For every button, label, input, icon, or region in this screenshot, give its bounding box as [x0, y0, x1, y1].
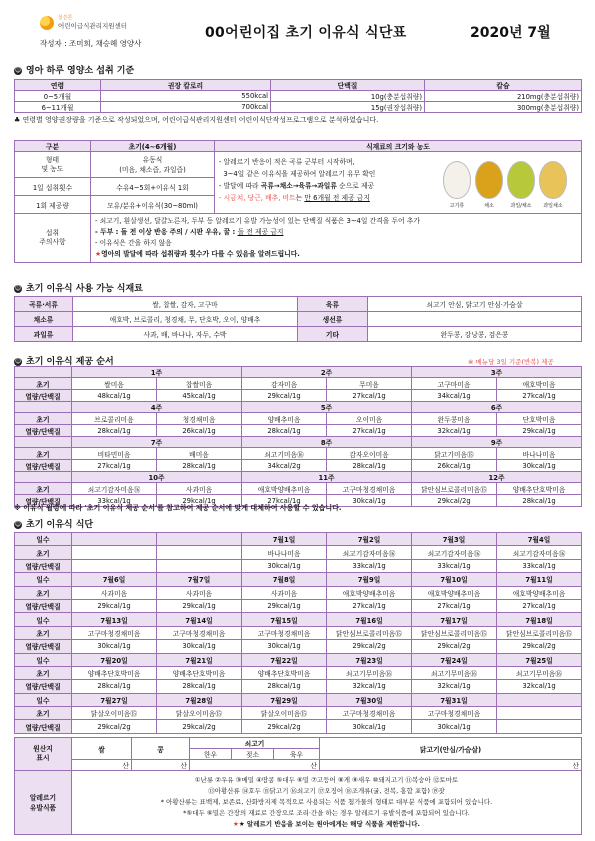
- nutrition-table: [14, 79, 582, 113]
- menu-item: [497, 707, 582, 720]
- order-value: 45kcal/1g: [157, 390, 242, 402]
- order-value: 29kcal/1g: [157, 495, 242, 507]
- menu-row-label: 일수: [15, 533, 72, 546]
- stage-value: 수유4~5회+이유식 1회: [91, 178, 215, 196]
- menu-value: 29kcal/2g: [497, 640, 582, 653]
- order-menu: 단호박미음: [497, 413, 582, 425]
- origin-value-bean: 산: [132, 760, 190, 771]
- menu-date: 7월4일: [497, 533, 582, 546]
- order-menu: 닭고기미음⑮: [412, 448, 497, 460]
- menu-item: [157, 546, 242, 559]
- menu-row-label: 일수: [15, 613, 72, 626]
- order-week-number: 3주: [412, 367, 582, 378]
- menu-item: 고구마청경채미음: [72, 626, 157, 639]
- order-menu: 바나나미음: [497, 448, 582, 460]
- order-row-label: 열량/단백질: [15, 425, 72, 437]
- menu-item: 애호박양배추미음: [412, 586, 497, 599]
- order-week-number: 2주: [242, 367, 412, 378]
- nutrition-cell: 550kcal: [101, 91, 271, 102]
- order-menu: 오이미음: [327, 413, 412, 425]
- order-value: 27kcal/1g: [72, 460, 157, 472]
- origin-header-bean: 콩: [132, 738, 190, 760]
- menu-value: 29kcal/2g: [72, 720, 157, 733]
- ingredient-category: 생선류: [298, 312, 368, 327]
- order-week-number: 1주: [72, 367, 242, 378]
- nutrition-cell: 0~5개월: [15, 91, 101, 102]
- menu-item: 양배추단호박미음: [157, 666, 242, 679]
- caution-line: - 쇠고기, 흰살생선, 달걀노른자, 두부 등 알레르기 유발 가능성이 있는 단백질 식품은 3~4일 간격을 두어 추가: [95, 217, 420, 225]
- menu-value: 30kcal/1g: [157, 640, 242, 653]
- menu-date: 7월27일: [72, 693, 157, 706]
- menu-date: 7월1일: [242, 533, 327, 546]
- menu-item: 사과미음: [157, 586, 242, 599]
- menu-date: 7월29일: [242, 693, 327, 706]
- menu-date: 7월3일: [412, 533, 497, 546]
- menu-value: 27kcal/1g: [412, 599, 497, 612]
- caution-line: - 두부 : 돌 전 이상 반응 주의 / 시판 우유, 꿀 : 돌 전 제공 금지: [95, 228, 284, 236]
- stage-form-detail: (미음, 채소즙, 과일즙): [119, 165, 186, 174]
- order-menu: 고구마청경채미음: [327, 483, 412, 495]
- menu-value: 33kcal/1g: [327, 559, 412, 572]
- menu-value: 29kcal/2g: [327, 640, 412, 653]
- logo-name: 어린이급식관리지원센터: [58, 22, 128, 30]
- menu-value: [72, 559, 157, 572]
- origin-allergy-table: [14, 737, 582, 835]
- allergy-line: ⑬아황산류 ⑭호두 ⑮닭고기 ⑯쇠고기 ⑰오징어 ⑱조개류(굴, 전복, 홍합 포함) ⑲잣: [208, 787, 445, 795]
- menu-date: 7월20일: [72, 653, 157, 666]
- menu-row-label: 초기: [15, 546, 72, 559]
- logo-mark-icon: [40, 16, 54, 30]
- order-row-label: 초기: [15, 448, 72, 460]
- order-value: 28kcal/1g: [497, 495, 582, 507]
- menu-item: 닭안심브로콜리미음⑮: [412, 626, 497, 639]
- allergy-cell: [72, 771, 582, 835]
- nutrition-cell: 700kcal: [101, 102, 271, 113]
- stage-row-label: 1회 제공량: [15, 196, 91, 214]
- caution-line: ★영아의 발달에 따라 섭취량과 횟수가 다를 수 있음을 알려드립니다.: [95, 250, 300, 258]
- order-value: 29kcal/2g: [412, 495, 497, 507]
- order-value: 26kcal/1g: [157, 425, 242, 437]
- desc-line: 3~4일 같은 이유식을 제공하여 알레르기 유무 확인: [219, 170, 376, 178]
- order-row-label: 열량/단백질: [15, 390, 72, 402]
- stage-header-size: 식재료의 크기와 농도: [215, 141, 582, 152]
- menu-item: 닭안심브로콜리미음⑮: [497, 626, 582, 639]
- menu-value: 29kcal/2g: [412, 640, 497, 653]
- order-week-blank: [15, 402, 72, 413]
- order-menu: 청경채미음: [157, 413, 242, 425]
- section-nutrition-title: ☺ 영아 하루 영양소 섭취 기준: [14, 66, 135, 76]
- ingredients-table: [14, 296, 582, 342]
- allergy-warning: ★★ 알레르기 반응을 보이는 원아에게는 해당 식품을 제한합니다.: [233, 820, 420, 828]
- order-week-number: 12주: [412, 472, 582, 483]
- stage-row-label: 1일 섭취횟수: [15, 178, 91, 196]
- menu-row-label: 열량/단백질: [15, 640, 72, 653]
- ingredient-category: 과일류: [15, 327, 73, 342]
- stage-form-value: 유동식: [142, 155, 163, 164]
- order-notice: ※ 메뉴당 3일 기준(반복) 제공: [468, 358, 554, 366]
- menu-date: 7월18일: [497, 613, 582, 626]
- order-week-blank: [15, 367, 72, 378]
- menu-date: 7월15일: [242, 613, 327, 626]
- order-row-label: 초기: [15, 413, 72, 425]
- menu-row-label: 열량/단백질: [15, 720, 72, 733]
- order-menu: 쌀미음: [72, 378, 157, 390]
- page-date: 2020년 7월: [470, 25, 551, 41]
- order-menu: 완두콩미음: [412, 413, 497, 425]
- order-week-number: 11주: [242, 472, 412, 483]
- menu-item: 쇠고기무미음⑯: [412, 666, 497, 679]
- stage-form-cell: [91, 152, 215, 178]
- origin-header-rice: 쌀: [72, 738, 132, 760]
- order-value: 33kcal/1g: [72, 495, 157, 507]
- menu-value: [157, 559, 242, 572]
- menu-date: 7월30일: [327, 693, 412, 706]
- order-menu: 무미음: [327, 378, 412, 390]
- order-value: 28kcal/1g: [327, 460, 412, 472]
- order-row-label: 초기: [15, 483, 72, 495]
- order-value: 26kcal/1g: [412, 460, 497, 472]
- order-value: 30kcal/1g: [327, 495, 412, 507]
- puree-bowls-illustration: [443, 161, 583, 215]
- order-value: 29kcal/1g: [497, 425, 582, 437]
- order-footnote: ※ 이유식 월령에 따라 '초기 이유식 제공 순서'를 참고하여 제공 순서에 맞게 대체하여 사용할 수 있습니다.: [14, 504, 342, 512]
- stage-header-early: 초기(4~6개월): [91, 141, 215, 152]
- nutrition-cell: 10g(충분섭취량): [271, 91, 425, 102]
- order-value: 32kcal/1g: [412, 425, 497, 437]
- ingredient-list: 완두콩, 강낭콩, 검은콩: [368, 327, 582, 342]
- order-menu: 쇠고기감자미음⑯: [72, 483, 157, 495]
- menu-row-label: 초기: [15, 626, 72, 639]
- allergy-line: * 아황산류는 표백제, 보존료, 산화방지제 목적으로 사용되는 식품 첨가물의 형태로 대부분 식품에 포함되어 있습니다.: [160, 798, 493, 806]
- order-menu: 배미음: [157, 448, 242, 460]
- menu-item: 양배추단호박미음: [242, 666, 327, 679]
- menu-item: 사과미음: [72, 586, 157, 599]
- order-menu: 양배추단호박미음: [497, 483, 582, 495]
- menu-date: 7월22일: [242, 653, 327, 666]
- menu-date: 7월13일: [72, 613, 157, 626]
- section-order-title: ☺ 초기 이유식 제공 순서: [14, 357, 114, 367]
- nutrition-cell: 210mg(충분섭취량): [425, 91, 582, 102]
- order-table: [14, 366, 582, 507]
- order-value: 29kcal/1g: [242, 390, 327, 402]
- ingredient-category: 곡류·서류: [15, 297, 73, 312]
- order-menu: 감자오이미음: [327, 448, 412, 460]
- menu-value: 30kcal/1g: [242, 559, 327, 572]
- menu-value: 27kcal/1g: [497, 599, 582, 612]
- nutrition-note: ♣ 연령별 영양권장량을 기준으로 작성되었으며, 어린이급식관리지원센터 어린이식단작성프로그램으로 분석하였습니다.: [14, 116, 379, 124]
- order-menu: 양배추미음: [242, 413, 327, 425]
- menu-value: 29kcal/1g: [72, 599, 157, 612]
- order-value: 28kcal/1g: [242, 425, 327, 437]
- ingredient-category: 기타: [298, 327, 368, 342]
- menu-date: 7월11일: [497, 573, 582, 586]
- menu-item: 바나나미음: [242, 546, 327, 559]
- order-value: 27kcal/1g: [327, 390, 412, 402]
- menu-date: 7월16일: [327, 613, 412, 626]
- writer-text: 작성자 : 조미희, 채승혜 영양사: [40, 39, 142, 48]
- allergy-line: *⑤대두 ⑥밀은 간장의 재료로 간장으로 조리·간을 하는 경우 알레르기 유발식품에 포함되어 있습니다.: [183, 809, 470, 817]
- menu-row-label: 일수: [15, 693, 72, 706]
- origin-sub-hanwoo: 한우: [190, 749, 232, 760]
- ingredient-category: 육류: [298, 297, 368, 312]
- ingredient-list: 쇠고기 안심, 닭고기 안심·가슴살: [368, 297, 582, 312]
- menu-row-label: 열량/단백질: [15, 599, 72, 612]
- menu-date: 7월24일: [412, 653, 497, 666]
- ingredient-category: 채소류: [15, 312, 73, 327]
- origin-sub-import: 육우: [274, 749, 320, 760]
- order-menu: 애호박미음: [497, 378, 582, 390]
- menu-value: 33kcal/1g: [412, 559, 497, 572]
- menu-item: 애호박양배추미음: [327, 586, 412, 599]
- order-week-blank: [15, 472, 72, 483]
- allergy-label: 알레르기 유발식품: [15, 771, 72, 835]
- menu-date: [497, 693, 582, 706]
- ingredient-list: [368, 312, 582, 327]
- order-row-label: 초기: [15, 378, 72, 390]
- order-value: 27kcal/1g: [327, 425, 412, 437]
- menu-value: 29kcal/2g: [242, 720, 327, 733]
- origin-value-rice: 산: [72, 760, 132, 771]
- menu-item: 닭살오이미음⑮: [242, 707, 327, 720]
- bullet-icon: ☺: [14, 520, 22, 528]
- order-week-number: 7주: [72, 437, 242, 448]
- origin-value-beef: 산: [190, 760, 320, 771]
- nutrition-header-protein: 단백질: [271, 80, 425, 91]
- order-week-number: 10주: [72, 472, 242, 483]
- menu-date: 7월8일: [242, 573, 327, 586]
- menu-date: 7월17일: [412, 613, 497, 626]
- bowl-icon: 고기류: [443, 161, 471, 199]
- menu-value: [497, 720, 582, 733]
- order-value: 28kcal/1g: [72, 425, 157, 437]
- bowl-icon: 과일채소: [539, 161, 567, 199]
- menu-date: 7월6일: [72, 573, 157, 586]
- ingredient-list: 쌀, 찹쌀, 감자, 고구마: [73, 297, 298, 312]
- bullet-icon: ☺: [14, 284, 22, 292]
- ingredient-list: 사과, 배, 바나나, 자두, 수박: [73, 327, 298, 342]
- section-ingredients-title: ☺ 초기 이유식 사용 가능 식재료: [14, 284, 143, 294]
- order-menu: 애호박양배추미음: [242, 483, 327, 495]
- menu-item: 쇠고기무미음⑯: [497, 666, 582, 679]
- caution-cell: [91, 214, 582, 263]
- menu-value: 30kcal/1g: [327, 720, 412, 733]
- order-week-number: 5주: [242, 402, 412, 413]
- menu-date: 7월10일: [412, 573, 497, 586]
- menu-value: 30kcal/1g: [72, 640, 157, 653]
- menu-row-label: 열량/단백질: [15, 680, 72, 693]
- caution-line: - 이유식은 간을 하지 않음: [95, 239, 172, 247]
- menu-date: 7월23일: [327, 653, 412, 666]
- menu-value: 29kcal/1g: [242, 599, 327, 612]
- origin-label: 원산지 표시: [15, 738, 72, 771]
- order-menu: 닭안심브로콜리미음⑮: [412, 483, 497, 495]
- origin-header-chicken: 닭고기(안심/가슴살): [320, 738, 582, 760]
- menu-item: 고구마청경채미음: [157, 626, 242, 639]
- menu-item: 쇠고기무미음⑯: [327, 666, 412, 679]
- section-menu-title: ☺ 초기 이유식 식단: [14, 520, 94, 530]
- order-menu: 감자미음: [242, 378, 327, 390]
- ingredient-list: 애호박, 브로콜리, 청경채, 무, 단호박, 오이, 양배추: [73, 312, 298, 327]
- menu-row-label: 일수: [15, 653, 72, 666]
- menu-value: 30kcal/1g: [412, 720, 497, 733]
- menu-date: 7월7일: [157, 573, 242, 586]
- menu-table: [14, 532, 582, 734]
- menu-item: 사과미음: [242, 586, 327, 599]
- menu-item: 고구마청경채미음: [242, 626, 327, 639]
- menu-value: 33kcal/1g: [497, 559, 582, 572]
- menu-item: 닭안심브로콜리미음⑮: [327, 626, 412, 639]
- nutrition-cell: 15g(권장섭취량): [271, 102, 425, 113]
- bowl-icon: 과일/채소: [507, 161, 535, 199]
- menu-value: 28kcal/1g: [72, 680, 157, 693]
- desc-line: - 알레르기 반응이 적은 곡류 군부터 시작하며,: [219, 158, 355, 166]
- order-value: 34kcal/2g: [242, 460, 327, 472]
- menu-item: 닭살오이미음⑮: [72, 707, 157, 720]
- menu-value: 28kcal/1g: [157, 680, 242, 693]
- menu-value: 32kcal/1g: [327, 680, 412, 693]
- menu-item: 양배추단호박미음: [72, 666, 157, 679]
- order-menu: 쇠고기미음⑯: [242, 448, 327, 460]
- menu-item: 쇠고기감자미음⑯: [497, 546, 582, 559]
- order-value: 34kcal/1g: [412, 390, 497, 402]
- logo-small-text: 실쓴튼: [58, 15, 73, 21]
- order-value: 27kcal/1g: [497, 390, 582, 402]
- menu-value: 30kcal/1g: [242, 640, 327, 653]
- bullet-icon: ☺: [14, 66, 22, 74]
- menu-row-label: 초기: [15, 586, 72, 599]
- order-menu: 브로콜리미음: [72, 413, 157, 425]
- order-value: 30kcal/1g: [497, 460, 582, 472]
- menu-date: [72, 533, 157, 546]
- stage-row-label: 형태 및 농도: [15, 152, 91, 178]
- menu-item: 쇠고기감자미음⑯: [412, 546, 497, 559]
- stage-value: 모유/분유+이유식(30~80ml): [91, 196, 215, 214]
- menu-date: [157, 533, 242, 546]
- menu-date: 7월2일: [327, 533, 412, 546]
- desc-line: - 시금치, 당근, 배추, 비트는 만 6개월 전 제공 금지: [219, 194, 370, 202]
- origin-value-chicken: 산: [320, 760, 582, 771]
- order-week-blank: [15, 437, 72, 448]
- menu-date: 7월9일: [327, 573, 412, 586]
- bowl-icon: 채소: [475, 161, 503, 199]
- stage-row-label: 섭취 주의사항: [15, 214, 91, 263]
- nutrition-header-calcium: 칼슘: [425, 80, 582, 91]
- menu-value: 28kcal/1g: [242, 680, 327, 693]
- menu-item: 애호박양배추미음: [497, 586, 582, 599]
- menu-row-label: 초기: [15, 666, 72, 679]
- nutrition-header-calorie: 권장 칼로리: [101, 80, 271, 91]
- menu-value: 29kcal/2g: [157, 720, 242, 733]
- menu-value: 32kcal/1g: [412, 680, 497, 693]
- nutrition-cell: 6~11개월: [15, 102, 101, 113]
- menu-item: 닭살오이미음⑮: [157, 707, 242, 720]
- menu-date: 7월14일: [157, 613, 242, 626]
- bullet-icon: ☺: [14, 357, 22, 365]
- nutrition-header-age: 연령: [15, 80, 101, 91]
- order-row-label: 열량/단백질: [15, 495, 72, 507]
- order-week-number: 6주: [412, 402, 582, 413]
- origin-header-beef: 쇠고기: [190, 738, 320, 749]
- menu-item: 쇠고기감자미음⑯: [327, 546, 412, 559]
- allergy-line: ①난류 ②우유 ③메밀 ④땅콩 ⑤대두 ⑥밀 ⑦고등어 ⑧게 ⑨새우 ⑩돼지고기 ⑪복숭아 ⑫토마토: [194, 776, 459, 784]
- menu-date: 7월28일: [157, 693, 242, 706]
- center-logo: [40, 14, 152, 36]
- menu-item: [72, 546, 157, 559]
- menu-date: 7월25일: [497, 653, 582, 666]
- order-week-number: 8주: [242, 437, 412, 448]
- menu-item: 고구마청경채미음: [412, 707, 497, 720]
- order-row-label: 열량/단백질: [15, 460, 72, 472]
- order-value: 27kcal/1g: [242, 495, 327, 507]
- menu-date: 7월21일: [157, 653, 242, 666]
- nutrition-cell: 300mg(충분섭취량): [425, 102, 582, 113]
- menu-row-label: 열량/단백질: [15, 559, 72, 572]
- menu-value: 29kcal/1g: [157, 599, 242, 612]
- order-value: 28kcal/1g: [157, 460, 242, 472]
- order-value: 48kcal/1g: [72, 390, 157, 402]
- order-week-number: 4주: [72, 402, 242, 413]
- order-menu: 비타민미음: [72, 448, 157, 460]
- order-menu: 사과미음: [157, 483, 242, 495]
- order-menu: 고구마미음: [412, 378, 497, 390]
- order-week-number: 9주: [412, 437, 582, 448]
- stage-header-category: 구분: [15, 141, 91, 152]
- menu-row-label: 초기: [15, 707, 72, 720]
- order-menu: 찹쌀미음: [157, 378, 242, 390]
- menu-value: 32kcal/1g: [497, 680, 582, 693]
- origin-sub-dairy: 젖소: [232, 749, 274, 760]
- desc-line: - 발달에 따라 곡류→채소→육류→과일류 순으로 제공: [219, 182, 375, 190]
- menu-value: 27kcal/1g: [327, 599, 412, 612]
- menu-date: 7월31일: [412, 693, 497, 706]
- page-title: 00어린이집 초기 이유식 식단표: [205, 25, 407, 41]
- menu-row-label: 일수: [15, 573, 72, 586]
- menu-item: 고구마청경채미음: [327, 707, 412, 720]
